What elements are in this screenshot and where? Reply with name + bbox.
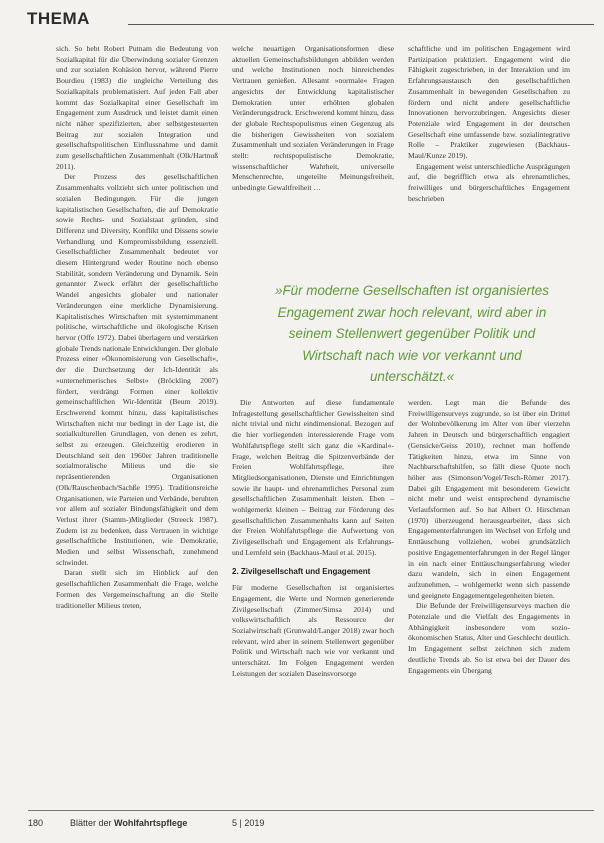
paragraph: Die Befunde der Freiwilligensurveys machen die Potenziale und die Vielfalt des Engagements in Abhängigkeit insbesondere vom sozio-ökonomischen Status, Alter und Geschlecht deutlich. Im Engagement selbst zeichnen sich zudem deutliche Trends ab. So ist etwa bei der Dauer des Engagements ein Übergang (408, 601, 570, 675)
column-3-bottom (408, 398, 570, 809)
paragraph: Daran stellt sich im Hinblick auf den gesellschaftlichen Zusammenhalt die Frage, welche Formen des Vergemeinschaftung an die Stelle traditioneller Milieus treten, (56, 568, 218, 610)
section-title: THEMA (27, 9, 90, 28)
page-footer (0, 806, 604, 843)
journal-title-prefix: Blätter der (70, 818, 115, 828)
paragraph: Die Antworten auf diese fundamentale Infragestellung gesellschaftlicher Gewissheiten sind nicht trivial und nicht eindimensional. Bezogen auf die hier vorliegenden interessierende Frage vom Wohlfahrtspflege stellt sich ganz die »Kardinal«-Frage, welchen Beitrag die Spitzenverbände der Freien Wohlfahrtspflege, ihre Mitgliedsorganisationen, Dienste und Einrichtungen sowie ihr haupt- und ehrenamtliches Personal zum gesellschaftlichen Zusammenhalt leisten. Eben – wohlgemerkt kleinen – Beitrag zur Förderung des gesellschaftlichen Zusammenhalts kann auf Seiten der Freien Wohlfahrtspflege die Aufwertung von Zivilgesellschaft und Engagement als Erfahrungs- und Lernfeld sein (Backhaus-Maul et al. 2015). (232, 398, 394, 557)
footer-rule (28, 810, 594, 811)
paragraph: Der Prozess des gesellschaftlichen Zusammenhalts vollzieht sich unter politischen und sozialen Bedingungen. Für die jungen kapitalistischen Gesellschaften, die auf Demokratie sowie Rechts- und Sozialstaat gründen, sind Differenz und Diversity, Konflikt und Dissens sowie Verhandlung und Kompromissbildung essenziell. Gesellschaftlicher Zusammenhalt bedeutet vor diesem Hintergrund weder Routine noch ebenso Stabilität, sondern Veränderung und Dynamik. Sein genannter Zweck erfährt der gesellschaftliche Wandel angesichts globaler und nationaler Veränderungen eine merkliche Dynamisierung. Kapitalistisches Wirtschaften mit systemimmanent politische, wirtschaftliche und ökologische Krisen hervor (Offe 1972). Dabei überlagern und verstärken globale Trends nationale Entwicklungen. Der globale Prozess einer »Ökonomisierung von Gesellschaft«, der die Durchsetzung der Ich-Identität als »unternehmerisches Selbst« (Bröckling 2007) fördert, verdrängt Formen einer kollektiv gemeinschaftlichen Wir-Identität (Beum 2019). Erschwerend kommt hinzu, dass kapitalistisches Wirtschaften nicht nur bedingt in der Lage ist, die sozialkulturellen Grundlagen, von denen es zehrt, selbst zu erzeugen. Gleichzeitig erodieren in Deutschland seit den 1960er Jahren traditionelle sozialmoralische Milieus und die sie repräsentierenden Organisationen (Olk/Rauschenbach/Sachße 1995). Traditionsreiche Organisationen, wie Parteien und Verbände, beruhten vor allem auf sozialer Bindungsfähigkeit und dem Verlust ihrer (Stamm-)Mitglieder (Streeck 1987). Zudem ist zu bedenken, dass Vertrauen in wichtige gesellschaftliche Institutionen, wie Demokratie, Medien und selbst Wissenschaft, zunehmend schwindet. (56, 172, 218, 567)
issue-number: 5 | 2019 (232, 818, 265, 828)
paragraph: werden. Legt man die Befunde des Freiwilligensurveys zugrunde, so ist über ein Drittel der Wohnbevölkerung im Alter von über vierzehn Jahren in Deutsch und bürgerschaftlich engagiert (Gensicke/Geiss 2010), rechnet man hoffende Tätigkeiten hinzu, etwa im Sinne von Nachbarschaftshilfen, so fällt diese Quote noch höher aus (Simonson/Vogel/Tesch-Römer 2017). Dabei gilt Engagement mit besonderem Gewicht nicht mehr und weist entsprechend dynamische Verlaufsformen auf. So hat Albert O. Hirschman (1970) überzeugend herausgearbeitet, dass sich Engagementerfahrungen im Wechsel von Erfolg und Enttäuschung vollziehen, wobei grundsätzlich positive Engagementerfahrungen in der Regel länger in ein nach einer Enttäuschungserfahrung wieder dazu wandeln, sich in einen Engagement aufzunehmen, – wohlgemerkt wenn sich passende und geeignete Engagementgelegenheiten bieten. (408, 398, 570, 600)
column-3-top (408, 44, 570, 268)
paragraph: schaftliche und im politischen Engagement wird Partizipation praktiziert. Engagement wird die Fähigkeit zugeschrieben, in der Interaktion und im Erfahrungsaustausch den gesellschaftlichen Zusammenhalt in bewegenden Gesellschaften zu fördern und nicht andere gesellschaftliche Innovationen hervorzubringen. Angesichts dieser Potenziale wird Engagement in der deutschen Gesellschaft eine umfassende bzw. sozialintegrative Rolle – Praktiker zugewiesen (Backhaus-Maul/Kunze 2019). (408, 44, 570, 161)
page-header (0, 0, 604, 40)
pull-quote: »Für moderne Gesellschaften ist organisiertes Engagement zwar hoch relevant, wird aber in seinem Stellenwert gegenüber Politik und Wirtschaft nach wie vor verkannt und unterschätzt.« (275, 283, 549, 384)
journal-title (70, 818, 187, 828)
column-2-top (232, 44, 394, 268)
column-2-bottom (232, 398, 394, 809)
journal-title-bold: Wohlfahrtspflege (114, 818, 188, 828)
paragraph: Engagement weist unterschiedliche Ausprägungen auf, die begrifflich etwa als ehrenamtliches, freiwilliges und bürgerschaftliches Engagement beschrieben (408, 161, 570, 203)
header-rule (128, 24, 594, 25)
column-1 (56, 44, 218, 809)
section-heading: 2. Zivilgesellschaft und Engagement (232, 566, 371, 576)
page-number: 180 (28, 818, 44, 828)
paragraph: welche neuartigen Organisationsformen diese aktuellen Gemeinschaftsbildungen abbilden werden und welche Institutionen noch hinreichendes Vertrauen genießen. Allesamt »normale« Fragen angesichts der Entwicklung kapitalistischer Demokratien unter erhöhten globalen Veränderungsdruck. Erschwerend kommt hinzu, dass der globale Rechtspopulismus einen Gegenzug als die bisherigen Gewissheiten von sozialem Zusammenhalt und sozialen Veränderungen in Frage stellt: rechtspopulistische Demokratie, wissenschaftlicher Wahrheit, universelle Menschenrechte, ungeteilte Meinungsfreiheit, unbedingte Gewaltfreiheit … (232, 44, 394, 193)
paragraph: sich. So hebt Robert Putnam die Bedeutung von Sozialkapital für die Überwindung sozialer Grenzen und zur sozialen Kohäsion hervor, während Pierre Bourdieu (1983) die ungleiche Verteilung des Sozialkapitals problematisiert. Auf jeden Fall aber kommt das Sozialkapital einer Gesellschaft im Engagement zum Ausdruck und leistet damit einen nicht näher spezifizierten, aber selbstgesteuerten Beitrag zur sozialen Integration und gesellschaftspolitischen Einflussnahme und damit zum gesellschaftlichen Zusammenhalt (Olk/Hartnuß 2011). (56, 44, 218, 171)
paragraph: Für moderne Gesellschaften ist organisiertes Engagement, die Werte und Normen generierende Zivilgesellschaft (Zimmer/Simsa 2014) und volkswirtschaftlich als Ressource der Sozialwirtschaft (Grunwald/Langer 2018) zwar hoch relevant, wird aber in seinem Stellenwert gegenüber Politik und Wirtschaft nach wie vor verkannt und unterschätzt. Im Folgen Engagement werden Leistungen der sozialen Daseinsvorsorge (232, 583, 394, 678)
